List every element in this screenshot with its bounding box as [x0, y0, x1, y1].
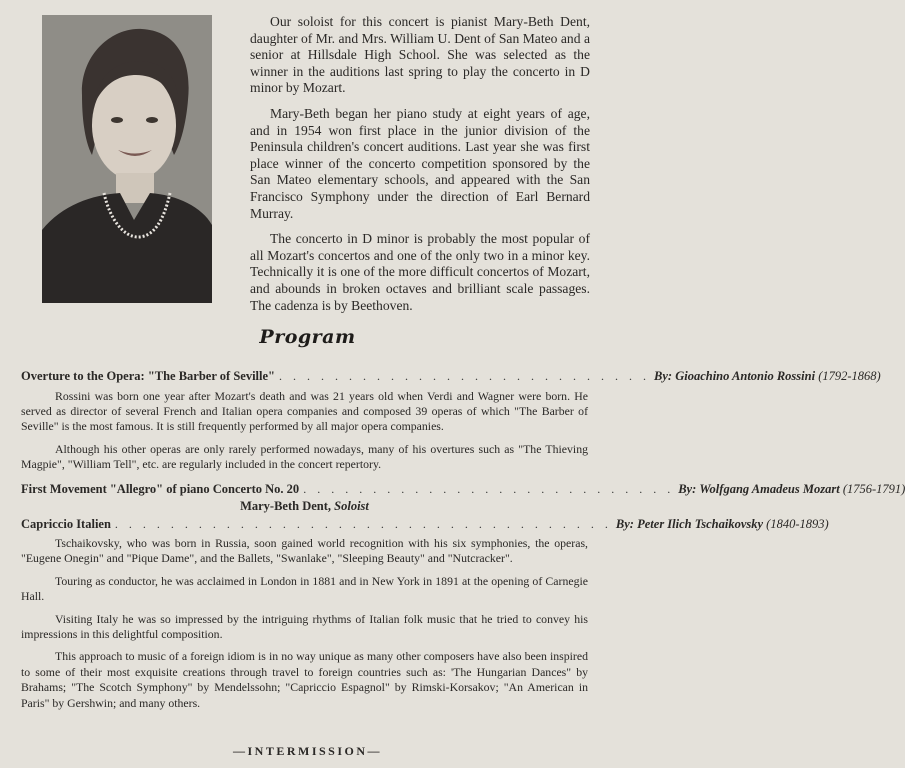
bio-paragraph: Mary-Beth began her piano study at eight years of age, and in 1954 won first place in the junior division of the Peninsula children's concert auditions. Last year she was first place winner of the concerto competition sponsored by the San Mateo elementary schools, and appeared with the San Francisco Symphony under the direction of Earl Bernard Murray.: [250, 105, 590, 221]
by-label: By:: [678, 481, 697, 496]
composer-name: Gioachino Antonio Rossini: [675, 369, 816, 383]
soloist-name: Mary-Beth Dent,: [240, 499, 332, 514]
composer-years: (1792-1868): [818, 369, 881, 383]
piece-description: [21, 389, 588, 473]
portrait-photo-icon: [42, 15, 212, 303]
bio-paragraph: Our soloist for this concert is pianist Mary-Beth Dent, daughter of Mr. and Mrs. William U. Dent of San Mateo and a senior at Hillsdale High School. She was selected as the winner in the auditions last spring to play the concerto in D minor by Mozart.: [250, 14, 590, 96]
by-label: By:: [654, 369, 673, 383]
composer-credit: [654, 369, 881, 385]
program-entry-header: [21, 369, 881, 385]
composer-years: (1840-1893): [766, 516, 829, 531]
description-paragraph: Visiting Italy he was so impressed by the intriguing rhythms of Italian folk music that he tried to convey his impressions in this delightful composition.: [21, 611, 588, 642]
composer-name: Peter Ilich Tschaikovsky: [637, 516, 764, 531]
leader-dots: . . . . . . . . . . . . . . . . . . . . . . . . . . .: [279, 369, 650, 383]
soloist-credit: [21, 499, 588, 515]
soloist-biography: [250, 14, 590, 323]
piece-title: First Movement "Allegro" of piano Concerto No. 20: [21, 481, 300, 496]
leader-dots: . . . . . . . . . . . . . . . . . . . . . . . . . . . . . . . . . . . .: [114, 516, 612, 531]
program-entry-header: [21, 481, 905, 498]
program-heading: Program: [259, 326, 356, 348]
description-paragraph: Rossini was born one year after Mozart's death and was 21 years old when Verdi and Wagner were born. He served as director of several French and Italian opera companies and composed 39 operas of which "The Barber of Seville" is the most famous. It is still frequently performed by all major opera companies.: [21, 388, 588, 434]
program-entry-header: [21, 516, 829, 533]
soloist-photo: [42, 15, 212, 303]
description-paragraph: Tschaikovsky, who was born in Russia, soon gained world recognition with his six symphonies, the operas, "Eugene Onegin" and "Pique Dame", and the Ballets, "Swanlake", "Sleeping Beauty" and "Nutcracker".: [21, 536, 588, 566]
soloist-role: Soloist: [334, 499, 369, 514]
bio-paragraph: The concerto in D minor is probably the most popular of all Mozart's concertos and one of the only two in a minor key. Technically it is one of the more difficult concertos of Mozart, and abounds in broken octaves and brilliant scale passages. The cadenza is by Beethoven.: [250, 231, 590, 313]
piece-title: Capriccio Italien: [21, 516, 111, 531]
composer-credit: [616, 517, 829, 533]
program-entries: [21, 369, 905, 718]
description-paragraph: Although his other operas are only rarely performed nowadays, many of his overtures such as "The Thieving Magpie", "William Tell", etc. are regularly included in the concert repertory.: [21, 441, 588, 472]
composer-years: (1756-1791): [842, 481, 905, 496]
leader-dots: . . . . . . . . . . . . . . . . . . . . . . . . . . .: [303, 481, 675, 496]
description-paragraph: Touring as conductor, he was acclaimed in London in 1881 and in New York in 1891 at the opening of Carnegie Hall.: [21, 573, 588, 604]
composer-credit: [678, 482, 905, 498]
description-paragraph: This approach to music of a foreign idiom is in no way unique as many other composers have also been inspired to some of their most exquisite creations through travel to foreign countries such as: 'The Hungarian Dances" by Brahams; "The Scotch Symphony" by Mendelssohn; "Capriccio Espagnol" by Rimski-Korsakov; "An American in Paris" by Gershwin; and many others.: [21, 649, 588, 710]
piece-title: Overture to the Opera: "The Barber of Seville": [21, 369, 275, 383]
piece-description: [21, 536, 588, 711]
composer-name: Wolfgang Amadeus Mozart: [699, 481, 840, 496]
intermission-label: —INTERMISSION—: [232, 744, 383, 758]
by-label: By:: [615, 516, 634, 531]
